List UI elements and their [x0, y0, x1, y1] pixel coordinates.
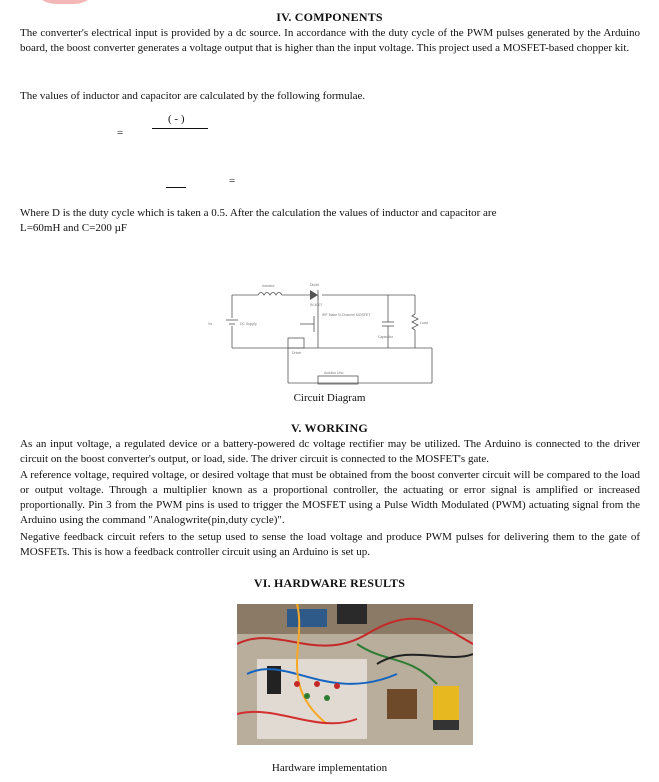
section-heading-working: V. WORKING	[291, 421, 368, 435]
label-arduino: Arduino Uno	[324, 371, 344, 375]
circuit-diagram-caption: Circuit Diagram	[293, 392, 366, 404]
equation-2-equals: =	[229, 175, 236, 187]
circuit-diagram	[200, 278, 440, 396]
working-paragraph-1: As an input voltage, a regulated device or a battery-powered dc voltage rectifier may be utilized. The Arduino is connected to the driver circuit on the boost converter's output, or load, side. The driver circuit is connected to the MOSFET's gate.	[20, 438, 640, 465]
working-paragraph-2: A reference voltage, required voltage, or desired voltage that must be obtained from the boost converter circuit will be compared to the load or output voltage. Through a multiplier known as a proportional controller, the actuating or error signal is amplified or increased proportionally. Pin 3 from the PWM pins is used to trigger the MOSFET using a Pulse Width Modulated (PWM) actuating signal from the Arduino using the command "Analogwrite(pin,duty cycle)".	[20, 469, 640, 526]
section-heading-components: IV. COMPONENTS	[276, 10, 383, 24]
label-dc-supply: DC Supply	[240, 322, 257, 326]
equation-2-fraction-bar	[166, 187, 186, 188]
hardware-caption: Hardware implementation	[271, 762, 388, 774]
equation-1-fraction-bar	[152, 128, 208, 129]
label-driver: Driver	[292, 351, 302, 355]
journal-logo-fragment	[30, 0, 100, 4]
equation-1-equals: =	[117, 127, 124, 139]
label-mosfet: IRF Make N-Channel MOSFET	[322, 313, 371, 317]
label-in4007: IN 4007	[310, 303, 323, 307]
label-load: Load	[420, 321, 428, 325]
label-diode: Diode	[310, 283, 320, 287]
equation-1-numerator: ( - )	[168, 113, 185, 125]
label-inductor: Inductor	[262, 284, 275, 288]
label-capacitor: Capacitor	[378, 335, 393, 339]
components-paragraph-2: The values of inductor and capacitor are calculated by the following formulae.	[20, 90, 366, 102]
hardware-photo	[237, 604, 473, 745]
label-source: Vs	[208, 322, 213, 326]
components-paragraph-1: The converter's electrical input is provided by a dc source. In accordance with the duty cycle of the PWM pulses generated by the Arduino board, the boost converter generates a voltage output that is higher than the input voltage. This project used a MOSFET-based chopper kit.	[20, 27, 640, 54]
working-paragraph-3: Negative feedback circuit refers to the setup used to sense the load voltage and produce PWM pulses for delivering them to the gate of MOSFETs. This is how a feedback controller circuit using an Arduino is set up.	[20, 531, 640, 558]
components-paragraph-3: Where D is the duty cycle which is taken a 0.5. After the calculation the values of inductor and capacitor are L=60mH and C=200 µF	[20, 207, 497, 234]
section-heading-hardware: VI. HARDWARE RESULTS	[253, 576, 406, 590]
